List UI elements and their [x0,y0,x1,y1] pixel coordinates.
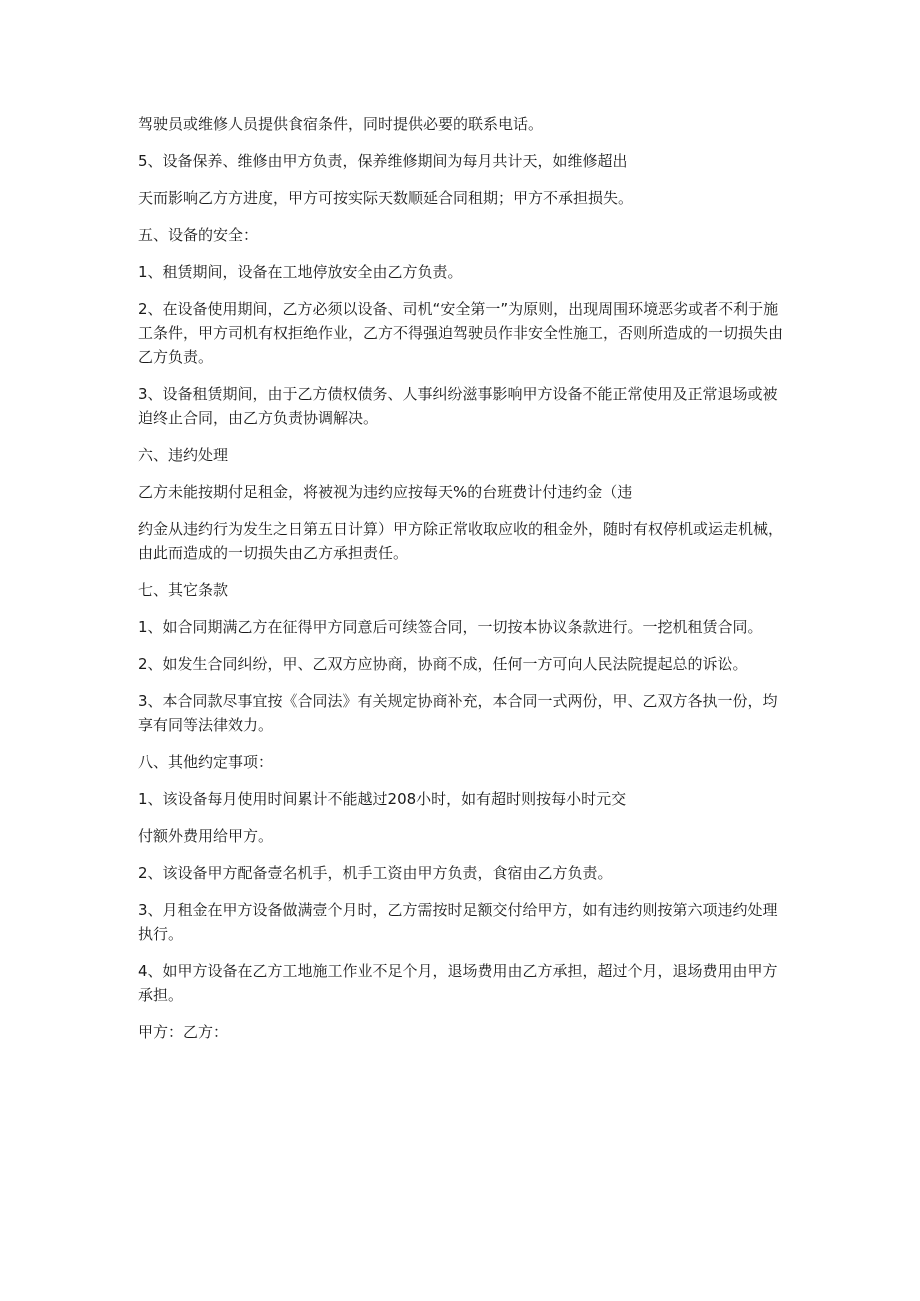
paragraph-safety-3: 3、设备租赁期间，由于乙方债权债务、人事纠纷滋事影响甲方设备不能正常使用及正常退场或被迫终止合同，由乙方负责协调解决。 [138,385,778,427]
paragraph-meals-contact: 驾驶员或维修人员提供食宿条件，同时提供必要的联系电话。 [138,115,544,133]
signature-line: 甲方：乙方： [138,1023,229,1041]
paragraph-other-terms-3: 3、本合同款尽事宜按《合同法》有关规定协商补充，本合同一式两份，甲、乙双方各执一份，均享有同等法律效力。 [138,692,778,734]
paragraph-agreement-1-cont: 付额外费用给甲方。 [138,827,274,845]
paragraph-breach-1: 乙方未能按期付足租金，将被视为违约应按每天%的台班费计付违约金（违 [138,483,633,501]
paragraph-safety-1: 1、租赁期间，设备在工地停放安全由乙方负责。 [138,263,463,281]
paragraph-agreement-4: 4、如甲方设备在乙方工地施工作业不足个月，退场费用由乙方承担，超过个月，退场费用由甲方承担。 [138,962,778,1004]
paragraph-maintenance-extension: 天而影响乙方方进度，甲方可按实际天数顺延合同租期；甲方不承担损失。 [138,189,634,207]
paragraph-breach-2: 约金从违约行为发生之日第五日计算）甲方除正常收取应收的租金外，随时有权停机或运走机械，由此而造成的一切损失由乙方承担责任。 [138,520,784,562]
paragraph-other-terms-2: 2、如发生合同纠纷，甲、乙双方应协商，协商不成，任何一方可向人民法院提起总的诉讼。 [138,655,748,673]
paragraph-agreement-3: 3、月租金在甲方设备做满壹个月时，乙方需按时足额交付给甲方，如有违约则按第六项违约处理执行。 [138,901,778,943]
paragraph-agreement-1: 1、该设备每月使用时间累计不能越过208小时，如有超时则按每小时元交 [138,790,627,808]
section-heading-equipment-safety: 五、设备的安全： [138,226,259,244]
section-heading-other-terms: 七、其它条款 [138,581,229,599]
document-body [138,112,790,1057]
paragraph-maintenance-clause: 5、设备保养、维修由甲方负责，保养维修期间为每月共计天，如维修超出 [138,152,628,170]
section-heading-breach: 六、违约处理 [138,446,229,464]
paragraph-other-terms-1: 1、如合同期满乙方在征得甲方同意后可续签合同，一切按本协议条款进行。一挖机租赁合同。 [138,618,763,636]
paragraph-safety-2: 2、在设备使用期间，乙方必须以设备、司机“安全第一”为原则，出现周围环境恶劣或者不利于施工条件，甲方司机有权拒绝作业，乙方不得强迫驾驶员作非安全性施工，否则所造成的一切损失由乙方负责。 [138,300,784,366]
section-heading-other-agreements: 八、其他约定事项： [138,753,274,771]
paragraph-agreement-2: 2、该设备甲方配备壹名机手，机手工资由甲方负责，食宿由乙方负责。 [138,864,613,882]
